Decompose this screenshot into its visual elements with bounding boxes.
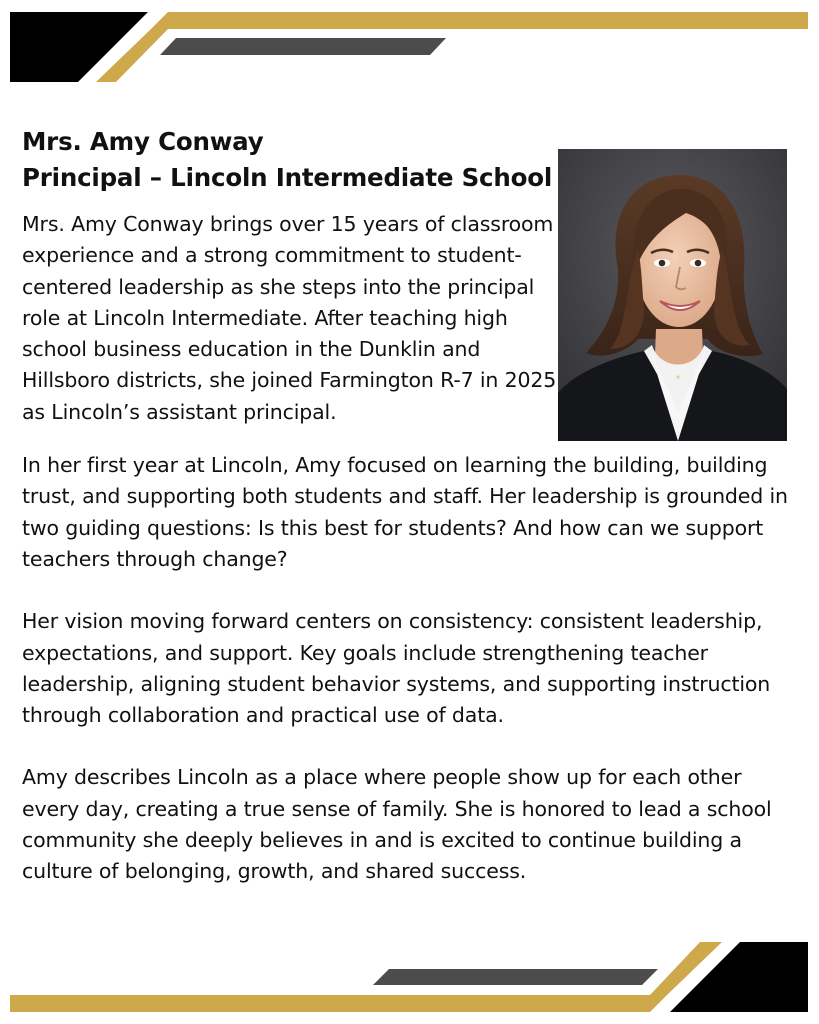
portrait-photo (558, 149, 787, 441)
article (22, 124, 792, 888)
paragraph-vision: Her vision moving forward centers on consistency: consistent leadership, expectations, and support. Key goals include strengthening teacher leadership, aligning student behavior systems, and supporting instruction through collaboration and practical use of data. (22, 609, 771, 728)
top-gold-stripe (151, 12, 808, 29)
bottom-banner (10, 942, 808, 1012)
bottom-gray-bar (373, 969, 658, 985)
top-banner (10, 12, 808, 82)
left-pupil (659, 260, 666, 267)
intro-paragraph: Mrs. Amy Conway brings over 15 years of classroom experience and a strong commitment to student-centered leadership as she steps into the principal role at Lincoln Intermediate. After teaching high school business education in the Dunklin and Hillsboro districts, she joined Farmington R-7 in 2025 as Lincoln’s assistant principal. (22, 212, 557, 424)
bottom-gold-stripe (10, 995, 667, 1012)
top-gray-bar (160, 38, 446, 55)
necklace-pendant (676, 375, 679, 378)
principal-title: Principal – Lincoln Intermediate School (22, 163, 553, 192)
paragraph-first-year: In her first year at Lincoln, Amy focused on learning the building, building trust, and supporting both students and staff. Her leadership is grounded in two guiding questions: Is this best for students? And how can we support teachers through change? (22, 453, 788, 571)
principal-name: Mrs. Amy Conway (22, 127, 264, 156)
portrait-illustration (558, 149, 787, 441)
top-black-block (10, 12, 148, 82)
paragraph-community: Amy describes Lincoln as a place where people show up for each other every day, creating a true sense of family. She is honored to lead a school community she deeply believes in and is excited to continue building a culture of belonging, growth, and shared success. (22, 765, 772, 884)
right-pupil (695, 260, 702, 267)
